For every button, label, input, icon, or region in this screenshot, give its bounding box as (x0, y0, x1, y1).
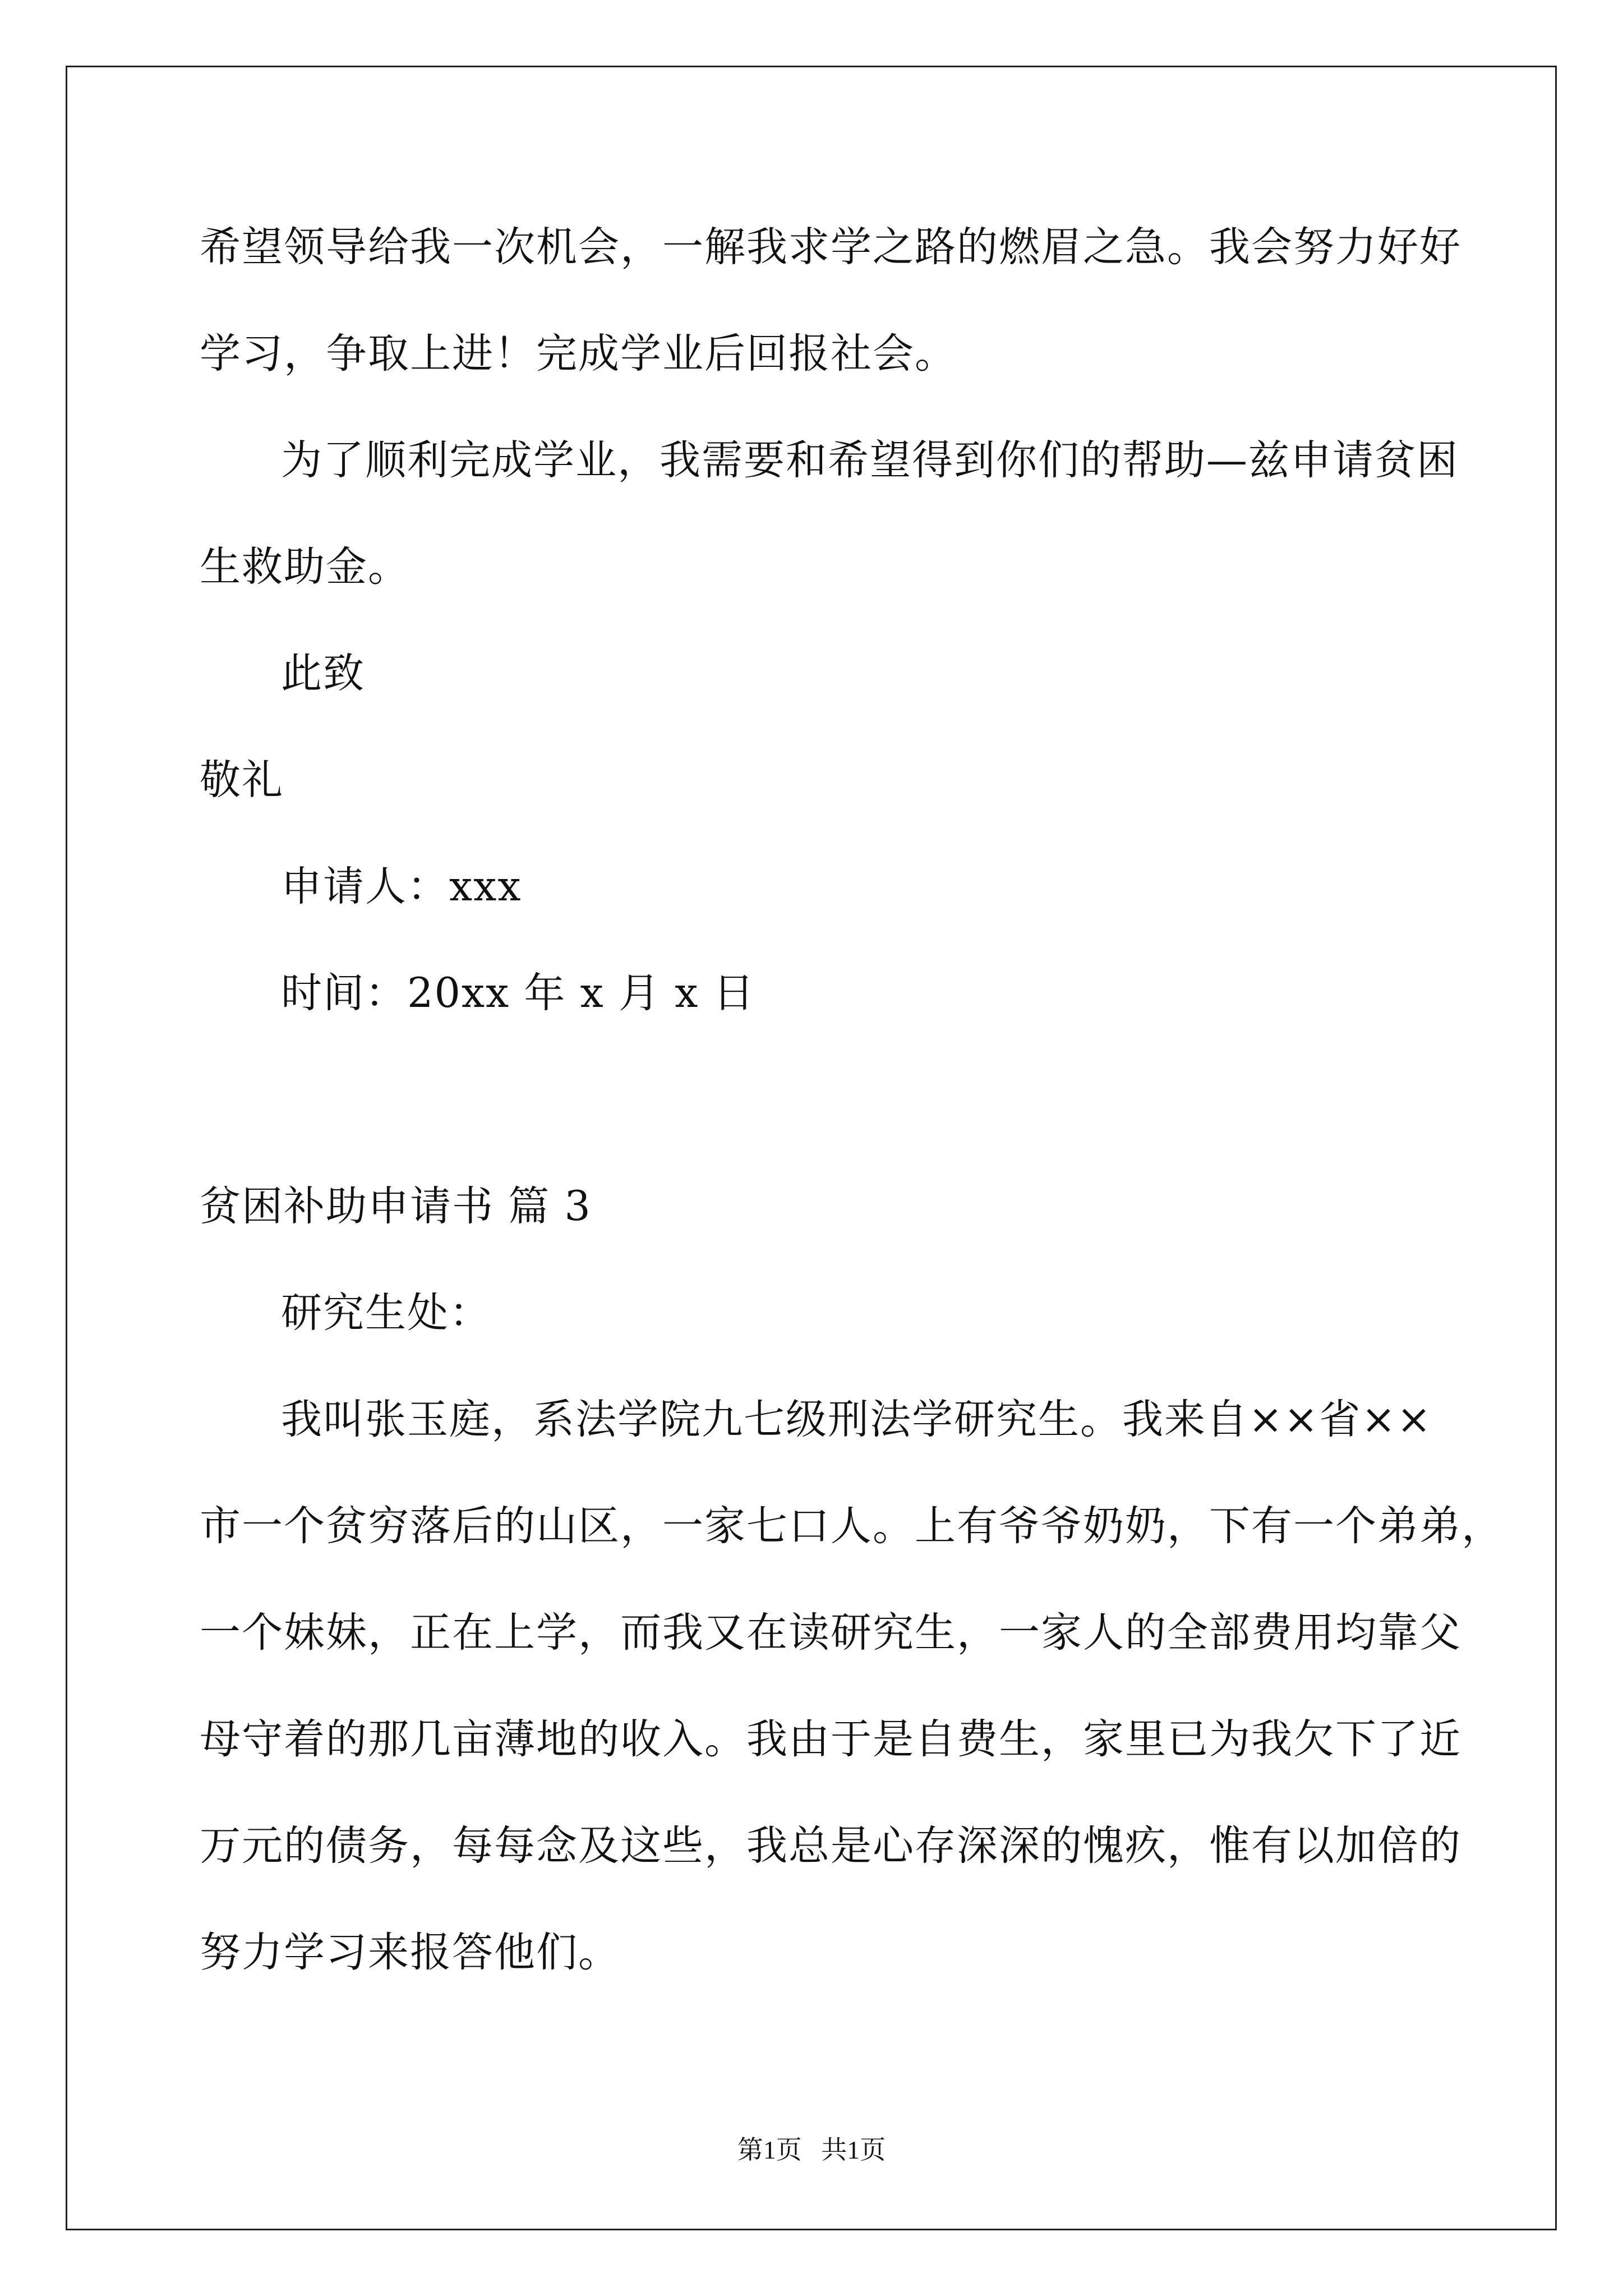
date-line: 时间：20xx 年 x 月 x 日 (281, 969, 755, 1017)
body-text-line: 母守着的那几亩薄地的收入。我由于是自费生，家里已为我欠下了近 (200, 1715, 1461, 1763)
body-text-line: 市一个贫穷落后的山区，一家七口人。上有爷爷奶奶，下有一个弟弟， (200, 1502, 1504, 1550)
body-text-line: 希望领导给我一次机会，一解我求学之路的燃眉之急。我会努力好好 (200, 223, 1461, 271)
body-text-line: 一个妹妹，正在上学，而我又在读研究生，一家人的全部费用均靠父 (200, 1609, 1461, 1657)
addressee-line: 研究生处： (281, 1289, 491, 1337)
closing-salutation: 此致 (281, 650, 365, 697)
applicant-line: 申请人：xxx (281, 863, 522, 910)
closing-regards: 敬礼 (200, 756, 284, 804)
body-text-line: 为了顺利完成学业，我需要和希望得到你们的帮助—兹申请贫困 (281, 436, 1459, 484)
body-text-line: 努力学习来报答他们。 (200, 1929, 620, 1976)
body-text-line: 生救助金。 (200, 543, 410, 591)
body-text-line: 学习，争取上进！完成学业后回报社会。 (200, 330, 957, 378)
body-text-line: 万元的债务，每每念及这些，我总是心存深深的愧疚，惟有以加倍的 (200, 1822, 1461, 1870)
page-footer: 第1页 共1页 (737, 2136, 886, 2164)
body-text-line: 我叫张玉庭，系法学院九七级刑法学研究生。我来自××省×× (281, 1396, 1432, 1443)
page-border (66, 66, 1557, 2230)
section-heading: 贫困补助申请书 篇 3 (200, 1182, 592, 1230)
